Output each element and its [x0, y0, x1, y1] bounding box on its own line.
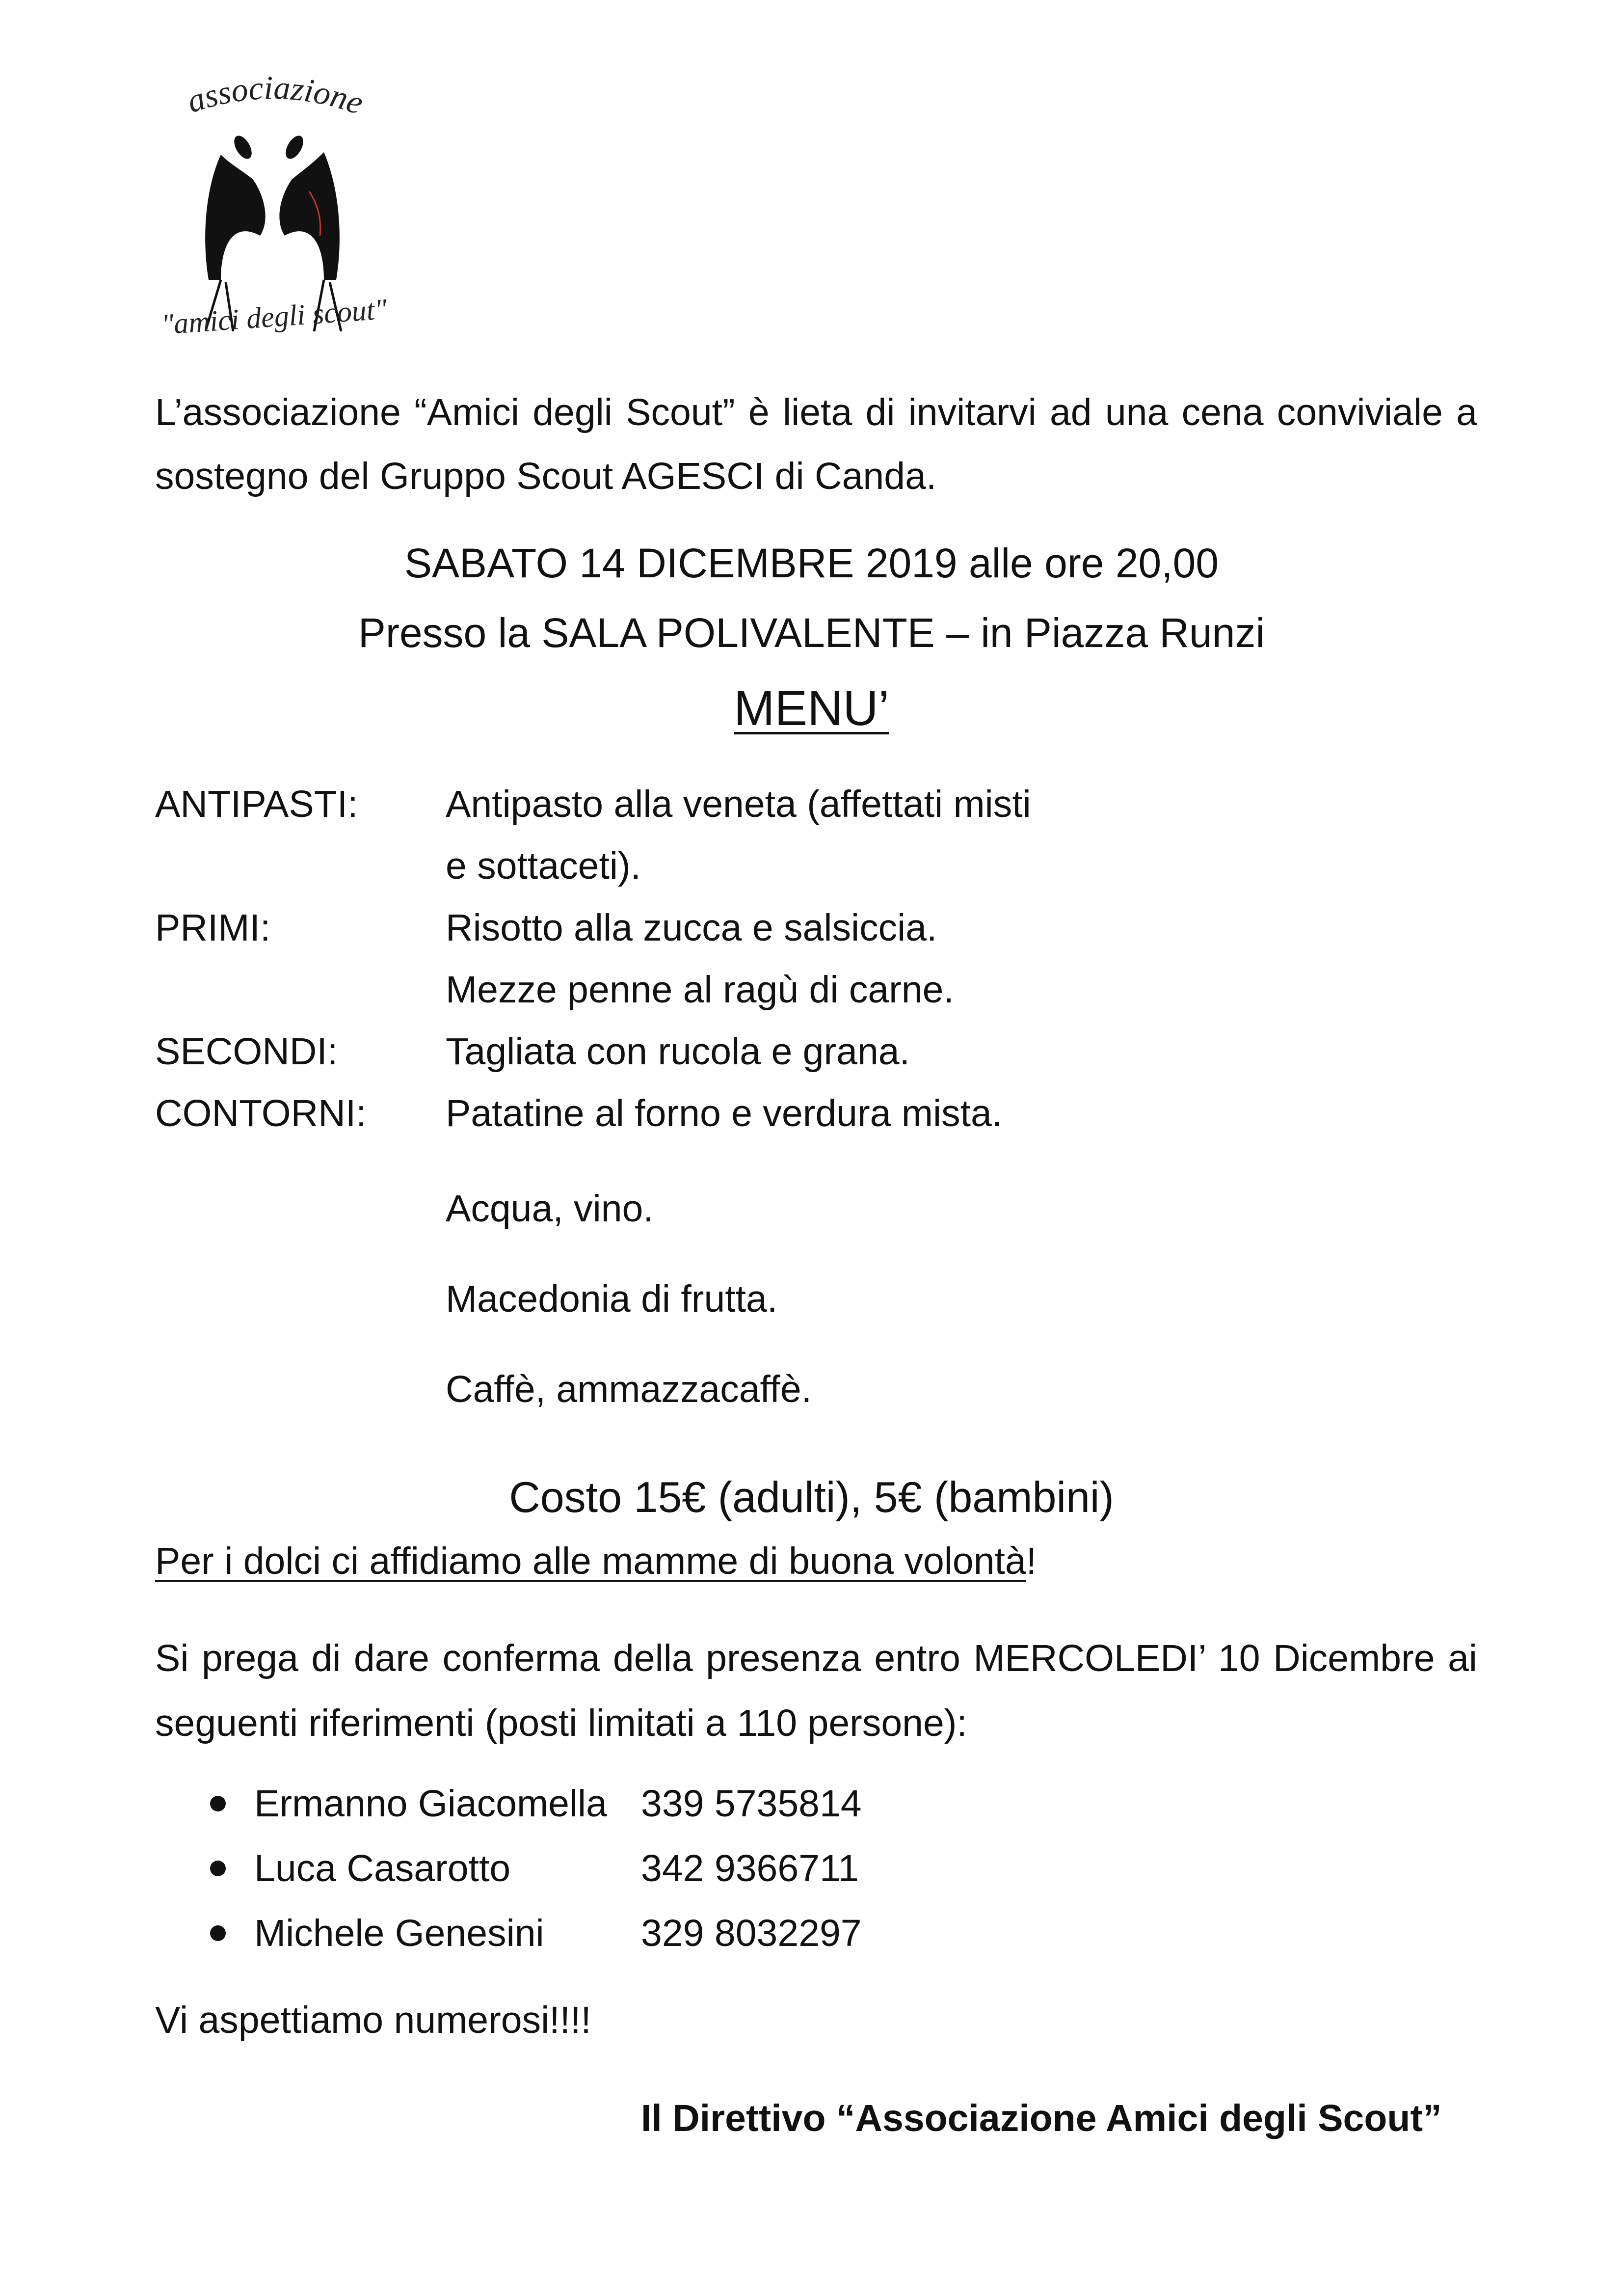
bullet-icon	[210, 1925, 226, 1941]
intro-paragraph: L’associazione “Amici degli Scout” è lieta di invitarvi ad una cena conviviale a sostegno del Gruppo Scout AGESCI di Canda.	[155, 391, 1477, 497]
logo-arc-text: associazione	[182, 74, 369, 122]
dolci-note	[155, 1534, 1037, 1588]
contact-name: Michele Genesini	[254, 1912, 544, 1954]
cost-line: Costo 15€ (adulti), 5€ (bambini)	[509, 1473, 1114, 1521]
course-label-secondi: SECONDI:	[155, 1030, 338, 1073]
menu-extra-drinks: Acqua, vino.	[446, 1188, 654, 1230]
menu-extra-coffee: Caffè, ammazzacaffè.	[446, 1368, 812, 1410]
dish-line: Tagliata con rucola e grana.	[446, 1030, 910, 1073]
dish-line: Patatine al forno e verdura mista.	[446, 1092, 1003, 1134]
bullet-icon	[210, 1796, 226, 1811]
contact-phone: 339 5735814	[641, 1783, 862, 1825]
course-label-contorni: CONTORNI:	[155, 1092, 367, 1134]
dolci-note-tail: !	[1026, 1540, 1037, 1582]
association-logo	[147, 74, 402, 349]
dish-line: e sottaceti).	[446, 845, 641, 887]
dolci-note-underlined: Per i dolci ci affidiamo alle mamme di buona volontà	[155, 1540, 1026, 1582]
closing-line: Vi aspettiamo numerosi!!!!	[155, 1999, 591, 2041]
contact-phone: 342 9366711	[641, 1847, 859, 1890]
dish-line: Antipasto alla veneta (affettati misti	[446, 783, 1031, 825]
contact-name: Luca Casarotto	[254, 1847, 511, 1890]
rsvp-paragraph: Si prega di dare conferma della presenza entro MERCOLEDI’ 10 Dicembre ai seguenti riferimenti (posti limitati a 110 persone):	[155, 1637, 1477, 1744]
logo-bottom-text: "amici degli scout"	[160, 293, 388, 341]
contact-name: Ermanno Giacomella	[254, 1783, 607, 1825]
dish-line: Mezze penne al ragù di carne.	[446, 969, 954, 1011]
event-date: SABATO 14 DICEMBRE 2019 alle ore 20,00	[404, 540, 1219, 586]
course-label-primi: PRIMI:	[155, 907, 271, 949]
dish-line: Risotto alla zucca e salsiccia.	[446, 907, 937, 949]
contact-phone: 329 8032297	[641, 1912, 862, 1954]
menu-extra-dessert: Macedonia di frutta.	[446, 1278, 778, 1320]
signature: Il Direttivo “Associazione Amici degli Scout”	[641, 2097, 1442, 2139]
event-venue: Presso la SALA POLIVALENTE – in Piazza Runzi	[358, 610, 1265, 656]
bullet-icon	[210, 1861, 226, 1876]
menu-title: MENU’	[734, 681, 889, 736]
course-label-antipasti: ANTIPASTI:	[155, 783, 358, 825]
